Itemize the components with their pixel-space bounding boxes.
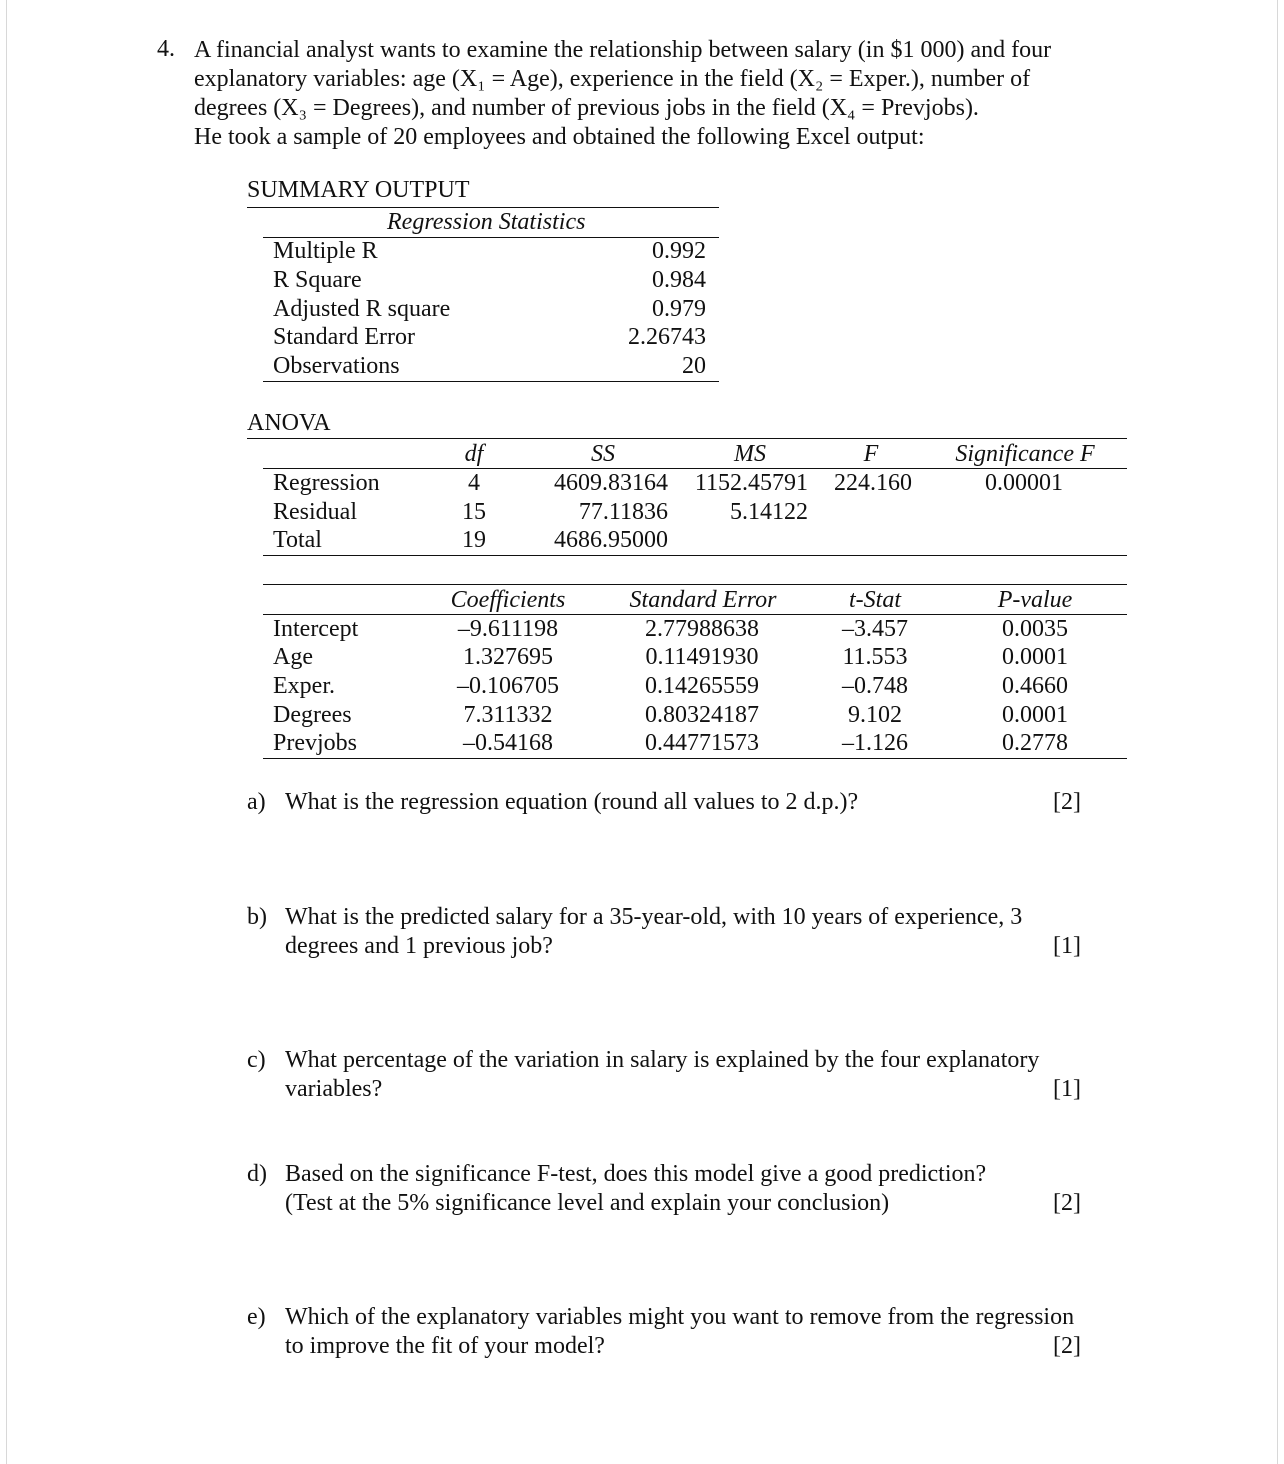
part-line: Which of the explanatory variables might you want to remove from the regression: [285, 1304, 1075, 1330]
part-line: to improve the fit of your model?: [285, 1333, 605, 1359]
coef-row-label: Degrees: [273, 702, 352, 728]
anova-cell-ss: 4609.83164: [554, 470, 668, 496]
anova-header-f: F: [863, 441, 879, 467]
anova-bottom-rule: [263, 555, 1127, 556]
part-letter: d): [247, 1161, 267, 1187]
anova-cell-f: 224.160: [834, 470, 912, 496]
coef-cell-coefficient: –0.106705: [457, 673, 559, 699]
stat-value-observations: 20: [682, 353, 706, 379]
coef-cell-p-value: 0.2778: [1002, 730, 1068, 756]
intro-line: A financial analyst wants to examine the relationship between salary (in $1 000) and four: [194, 37, 1052, 63]
coef-cell-standard-error: 0.44771573: [645, 730, 759, 756]
anova-cell-ss: 4686.95000: [554, 527, 668, 553]
coef-header-standard-error: Standard Error: [629, 587, 777, 613]
coef-row-label: Age: [273, 644, 313, 670]
coef-cell-p-value: 0.4660: [1002, 673, 1068, 699]
anova-row-label: Total: [273, 527, 322, 553]
anova-title: ANOVA: [247, 410, 331, 436]
stats-bottom-rule: [263, 381, 719, 382]
anova-header-significance-f: Significance F: [955, 441, 1095, 467]
stat-label-adjusted-r-square: Adjusted R square: [273, 296, 451, 322]
coef-cell-standard-error: 0.11491930: [645, 644, 759, 670]
summary-top-rule: [247, 207, 719, 208]
coef-cell-t-stat: –3.457: [842, 616, 908, 642]
stat-label-observations: Observations: [273, 353, 400, 379]
coef-header-coefficients: Coefficients: [450, 587, 566, 613]
part-marks: [1]: [1053, 1076, 1081, 1102]
part-line: What is the predicted salary for a 35-year-old, with 10 years of experience, 3: [285, 904, 1023, 930]
coef-cell-p-value: 0.0001: [1002, 702, 1068, 728]
page-border-right: [1277, 0, 1278, 1464]
coef-cell-coefficient: 7.311332: [463, 702, 553, 728]
anova-header-ss: SS: [591, 441, 615, 467]
part-text: [285, 903, 1085, 961]
anova-header-rule: [263, 468, 1127, 469]
stat-label-standard-error: Standard Error: [273, 324, 415, 350]
anova-header-ms: MS: [734, 441, 766, 467]
page-border-left: [6, 0, 7, 1464]
anova-row-label: Regression: [273, 470, 380, 496]
coef-header-t-stat: t-Stat: [849, 587, 901, 613]
summary-output-title: SUMMARY OUTPUT: [247, 177, 470, 203]
part-marks: [2]: [1053, 1333, 1081, 1359]
coef-cell-coefficient: 1.327695: [463, 644, 553, 670]
stat-label-r-square: R Square: [273, 267, 362, 293]
anova-row-label: Residual: [273, 499, 357, 525]
part-text: [285, 1303, 1115, 1361]
coef-cell-coefficient: –0.54168: [463, 730, 553, 756]
part-line: What percentage of the variation in salary is explained by the four explanatory: [285, 1047, 1040, 1073]
coef-cell-t-stat: –1.126: [842, 730, 908, 756]
coef-row-label: Exper.: [273, 673, 335, 699]
coef-row-label: Intercept: [273, 616, 359, 642]
regression-statistics-title: Regression Statistics: [387, 209, 586, 235]
anova-cell-significance-f: 0.00001: [985, 470, 1063, 496]
coef-cell-standard-error: 0.14265559: [645, 673, 759, 699]
part-line: variables?: [285, 1076, 383, 1102]
stat-value-r-square: 0.984: [652, 267, 706, 293]
coef-bottom-rule: [263, 758, 1127, 759]
stat-value-multiple-r: 0.992: [652, 238, 706, 264]
part-text: [285, 1160, 1085, 1218]
anova-cell-df: 15: [462, 499, 486, 525]
coef-cell-p-value: 0.0001: [1002, 644, 1068, 670]
part-text: [285, 1046, 1085, 1104]
coef-header-rule: [263, 614, 1127, 615]
stat-value-standard-error: 2.26743: [628, 324, 706, 350]
part-line: (Test at the 5% significance level and explain your conclusion): [285, 1190, 890, 1216]
intro-line: He took a sample of 20 employees and obtained the following Excel output:: [194, 124, 925, 150]
coef-cell-t-stat: 11.553: [842, 644, 908, 670]
part-text: [285, 788, 1085, 817]
part-letter: c): [247, 1047, 266, 1073]
coef-header-p-value: P-value: [997, 587, 1073, 613]
stat-value-adjusted-r-square: 0.979: [652, 296, 706, 322]
coef-top-rule: [263, 584, 1127, 585]
anova-cell-df: 4: [468, 470, 480, 496]
anova-header-df: df: [464, 441, 484, 467]
part-marks: [2]: [1053, 1190, 1081, 1216]
coef-cell-t-stat: 9.102: [848, 702, 902, 728]
coef-row-label: Prevjobs: [273, 730, 357, 756]
coef-cell-t-stat: –0.748: [842, 673, 908, 699]
part-marks: [2]: [1053, 789, 1081, 815]
anova-cell-ss: 77.11836: [578, 499, 668, 525]
stat-label-multiple-r: Multiple R: [273, 238, 378, 264]
intro-line: explanatory variables: age (X₁ = Age), experience in the field (X₂ = Exper.), number of: [194, 66, 1031, 92]
coef-cell-standard-error: 0.80324187: [645, 702, 759, 728]
coef-cell-standard-error: 2.77988638: [645, 616, 759, 642]
coef-cell-coefficient: –9.611198: [457, 616, 559, 642]
part-line: What is the regression equation (round all values to 2 d.p.)?: [285, 789, 859, 815]
intro-line: degrees (X₃ = Degrees), and number of previous jobs in the field (X₄ = Prevjobs).: [194, 95, 979, 121]
anova-cell-ms: 1152.45791: [694, 470, 808, 496]
anova-top-rule: [247, 438, 1127, 439]
part-line: Based on the significance F-test, does this model give a good prediction?: [285, 1161, 987, 1187]
coef-cell-p-value: 0.0035: [1002, 616, 1068, 642]
anova-cell-ms: 5.14122: [730, 499, 808, 525]
anova-cell-df: 19: [462, 527, 486, 553]
part-letter: e): [247, 1304, 266, 1330]
part-letter: b): [247, 904, 267, 930]
part-marks: [1]: [1053, 933, 1081, 959]
question-intro: [194, 36, 1114, 152]
part-letter: a): [247, 789, 266, 815]
part-line: degrees and 1 previous job?: [285, 933, 553, 959]
question-number: 4.: [157, 36, 175, 62]
